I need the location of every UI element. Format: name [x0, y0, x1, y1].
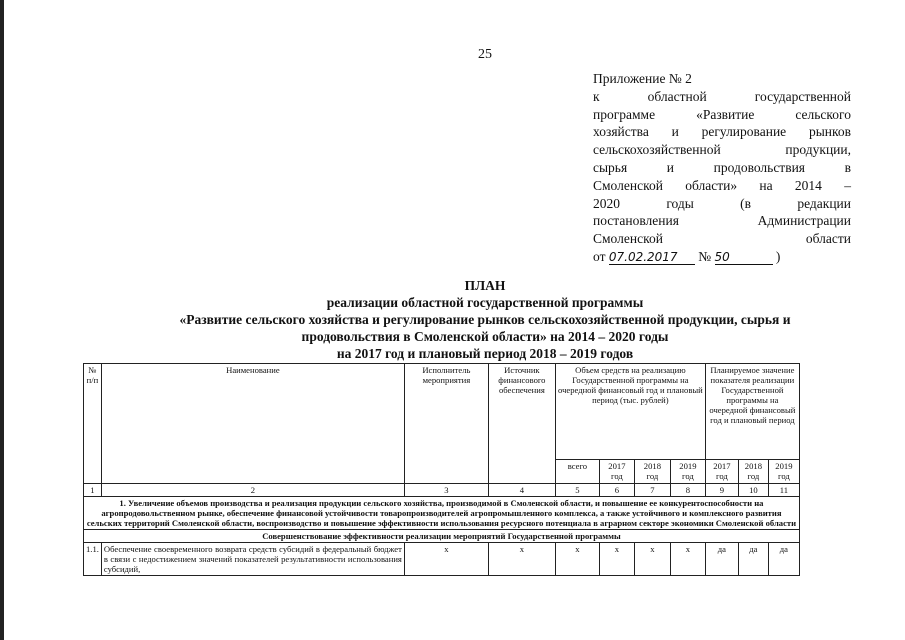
row-2017: х	[599, 543, 634, 576]
header-name: Наименование	[101, 364, 404, 484]
scan-edge	[0, 0, 4, 640]
subsection-title: Совершенствование эффективности реализации мероприятий Государственной программы	[84, 530, 800, 543]
appendix-line: сельскохозяйственной продукции,	[593, 142, 851, 158]
col-number: 2	[101, 484, 404, 497]
row-ind-2017: да	[705, 543, 738, 576]
col-number: 6	[599, 484, 634, 497]
row-executor: х	[404, 543, 488, 576]
page-number: 25	[478, 47, 492, 62]
col-number: 5	[555, 484, 599, 497]
header-ind-2018: 2018 год	[738, 460, 768, 484]
section-row	[84, 497, 800, 530]
col-number: 7	[634, 484, 670, 497]
row-num: 1.1.	[84, 543, 102, 576]
header-indicator: Планируемое значение показателя реализации Государственной программы на очередной финансовый год и плановый период	[705, 364, 799, 460]
appendix-line: 2020 годы (в редакции	[593, 195, 851, 211]
header-2019: 2019 год	[670, 460, 705, 484]
appendix-line: хозяйства и регулирование рынков	[593, 124, 851, 140]
header-ind-2017: 2017 год	[705, 460, 738, 484]
header-total: всего	[555, 460, 599, 484]
appendix-line: сырья и продовольствия в	[593, 159, 851, 175]
header-funds: Объем средств на реализацию Государственной программы на очередной финансовый год и плановый период (тыс. рублей)	[555, 364, 705, 460]
table-row	[84, 543, 800, 576]
appendix-line: постановления Администрации	[593, 213, 851, 229]
section-title: 1. Увеличение объемов производства и реализация продукции сельского хозяйства, производимой в Смоленской области, и повышение ее конкурентоспособности на агропродовольственном рынке, обеспечение финансовой устойчивости товаропроизводителей агропромышленного комплекса, а также устойчивого и комплексного развития сельских территорий Смоленской области, воспроизводство и повышение эффективности использования ресурсного потенциала в аграрном секторе экономики Смоленской области	[84, 497, 800, 530]
row-source: х	[488, 543, 555, 576]
header-num: № п/п	[84, 364, 102, 484]
col-number: 11	[768, 484, 799, 497]
program-name-line1: «Развитие сельского хозяйства и регулирование рынков сельскохозяйственной продукции, сырья и	[179, 312, 791, 327]
col-number: 3	[404, 484, 488, 497]
header-ind-2019: 2019 год	[768, 460, 799, 484]
col-number: 10	[738, 484, 768, 497]
doc-title: ПЛАН	[464, 278, 506, 293]
header-row	[84, 364, 800, 460]
row-ind-2019: да	[768, 543, 799, 576]
date-prefix: от	[593, 248, 606, 264]
header-source: Источник финансового обеспечения	[488, 364, 555, 484]
col-number: 4	[488, 484, 555, 497]
appendix-line: программе «Развитие сельского	[593, 106, 851, 122]
col-number: 1	[84, 484, 102, 497]
row-name: Обеспечение своевременного возврата средств субсидий в федеральный бюджет в связи с недостижением значений показателей результативности использования субсидий,	[101, 543, 404, 576]
row-2019: х	[670, 543, 705, 576]
appendix-line: Смоленской области	[593, 231, 851, 247]
row-total: х	[555, 543, 599, 576]
header-2017: 2017 год	[599, 460, 634, 484]
number-prefix: №	[698, 248, 712, 264]
program-name-line2: продовольствия в Смоленской области» на 2014 – 2020 годы	[301, 329, 669, 344]
appendix-line: Смоленской области» на 2014 –	[593, 177, 851, 193]
handwritten-number: 50	[715, 250, 773, 265]
col-number: 9	[705, 484, 738, 497]
handwritten-date: 07.02.2017	[609, 250, 695, 265]
header-executor: Исполнитель мероприятия	[404, 364, 488, 484]
plan-table	[83, 363, 800, 576]
col-number: 8	[670, 484, 705, 497]
header-2018: 2018 год	[634, 460, 670, 484]
doc-subtitle: реализации областной государственной программы	[326, 295, 644, 310]
appendix-line: к областной государственной	[593, 88, 851, 104]
row-ind-2018: да	[738, 543, 768, 576]
column-number-row	[84, 484, 800, 497]
period-line: на 2017 год и плановый период 2018 – 2019 годов	[336, 346, 634, 361]
closing-paren: )	[775, 248, 781, 264]
row-2018: х	[634, 543, 670, 576]
subsection-row	[84, 530, 800, 543]
appendix-line: Приложение № 2	[593, 71, 692, 86]
appendix-block	[593, 70, 851, 266]
appendix-date-line	[593, 248, 851, 266]
